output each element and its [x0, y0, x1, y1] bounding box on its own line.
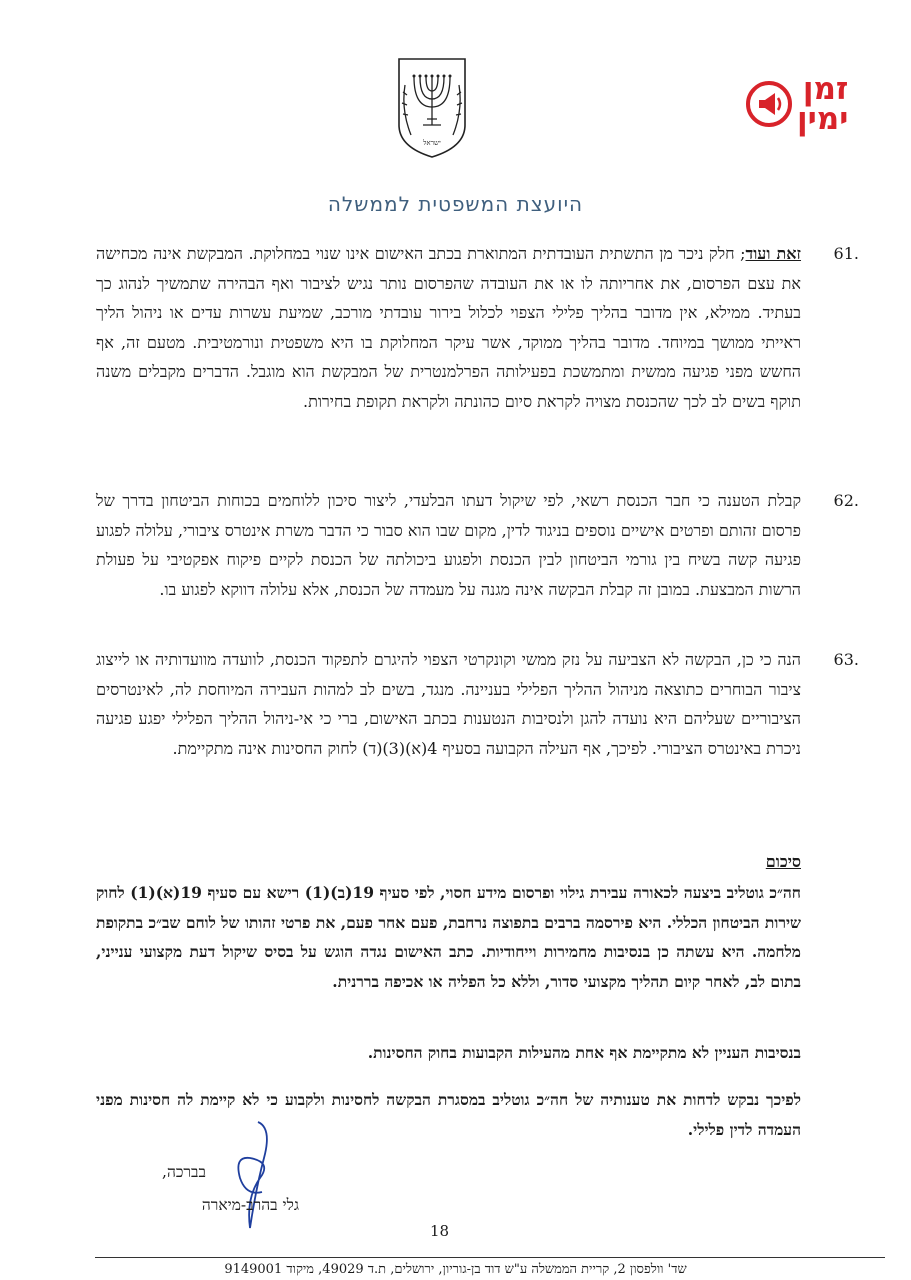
paragraph-text: הנה כי כן, הבקשה לא הצביעה על נזק ממשי וקונקרטי הצפוי להיגרם לתפקוד הכנסת, לוועדה מוועדותיה או לייצוג ציבור הבוחרים כתוצאה מניהול ההליך הפלילי בעניינה. מנגד, בשים לב למהות העבירה המיוחסת לה, לאינטרסים הציבוריים שעליהם היא נועדה להגן ולנסיבות הנטענות בכתב האישום, ברי כי אי-ניהול ההליך הפלילי יפגע פגיעה ניכרת באינטרס הציבורי. לפיכך, אף העילה הקבועה בסעיף 4(א)(3)(ד) לחוק החסינות אינה מתקיימת.	[96, 650, 801, 758]
paragraph-number: 61.	[833, 244, 859, 263]
signatory-name: גלי בהרב-מיארה	[201, 1196, 299, 1214]
paragraph-62	[96, 486, 801, 604]
footer-divider	[95, 1257, 885, 1258]
megaphone-clock-icon	[745, 80, 793, 128]
footer-address: שד' וולפסון 2, קריית הממשלה ע"ש דוד בן-גוריון, ירושלים, ת.ד 49029, מיקוד 9149001	[224, 1262, 687, 1277]
paragraph-63	[96, 645, 801, 763]
page-number: 18	[430, 1222, 450, 1240]
brand-line-1: זמן	[802, 71, 849, 107]
summary-paragraph-1: חה״כ גוטליב ביצעה לכאורה עבירת גילוי ופרסום מידע חסוי, לפי סעיף 19(ב)(1) רישא עם סעיף 19(א)(1) לחוק שירות הביטחון הכללי. היא פירסמה ברבים בתפוצה נרחבת, פעם אחר פעם, את פרטי זהותו של לוחם שב״כ בתקופת מלחמה. היא עשתה כן בנסיבות מחמירות וייחודיות. כתב האישום נגדה הוגש על בסיס שיקול דעת מקצועי ענייני, בתום לב, לאחר קיום תהליך מקצועי סדור, וללא כל הפליה או אכיפה בררנית.	[96, 883, 801, 991]
svg-text:ישראל: ישראל	[423, 139, 441, 147]
paragraph-61	[96, 239, 801, 416]
paragraph-text: קבלת הטענה כי חבר הכנסת רשאי, לפי שיקול דעתו הבלעדי, ליצור סיכון ללוחמים בכוחות הביטחון בדרך של פרסום זהותם ופרטים אישיים נוספים בניגוד לדין, מקום שבו הוא סבור כי הדבר משרת אינטרס ציבורי, עלולה לפגוע פגיעה קשה בשיח בין גורמי הביטחון לבין הכנסת ולפגוע ביכולתה של הכנסת לקיים פיקוח אפקטיבי על פעולת הרשות המבצעת. במובן זה קבלת הבקשה אינה מגנה על מעמדה של הכנסת, אלא עלולה דווקא לפגוע בו.	[96, 491, 801, 599]
paragraph-lead: זאת ועוד	[745, 244, 802, 263]
paragraph-number: 63.	[833, 650, 859, 669]
summary-paragraph-2: בנסיבות העניין לא מתקיימת אף אחת מהעילות הקבועות בחוק החסינות.	[367, 1043, 801, 1062]
paragraph-number: 62.	[833, 491, 859, 510]
signature-greeting: בברכה,	[162, 1163, 206, 1181]
state-emblem-icon	[393, 55, 471, 159]
brand-line-2: ימין	[797, 101, 849, 137]
summary-paragraph-3: לפיכך נבקש לדחות את טענותיה של חה״כ גוטליב במסגרת הבקשה לחסינות ולקבוע כי לא קיימת לה חסינות מפני העמדה לדין פלילי.	[96, 1090, 801, 1139]
summary-heading: סיכום	[765, 852, 801, 871]
office-title: היועצת המשפטית לממשלה	[327, 192, 584, 216]
handwritten-signature-icon	[220, 1118, 280, 1236]
paragraph-text: ; חלק ניכר מן התשתית העובדתית המתוארת בכתב האישום אינו שנוי במחלוקת. המבקשת אינה מכחישה את עצם הפרסום, את אחריותה לו או את העובדה שהפרסום נותר נגיש לציבור ואף הבהירה שתמשיך לנהוג כך בעתיד. ממילא, אין מדובר בהליך פלילי הצפוי לכלול בירור עובדתי מורכב, שמיעת עשרות עדים או ניהול הליך ראייתי ממושך במיוחד. מדובר בהליך ממוקד, אשר עיקר המחלוקת בו היא משפטית ונורמטיבית. מטעם זה, אף החשש מפני פגיעה ממשית ומתמשכת בפעילותה הפרלמנטרית של המבקשת הוא מוגבל. הדברים מקבלים משנה תוקף בשים לב לכך שהכנסת מצויה לקראת סיום כהונתה ולקראת תקופת בחירות.	[96, 244, 801, 411]
